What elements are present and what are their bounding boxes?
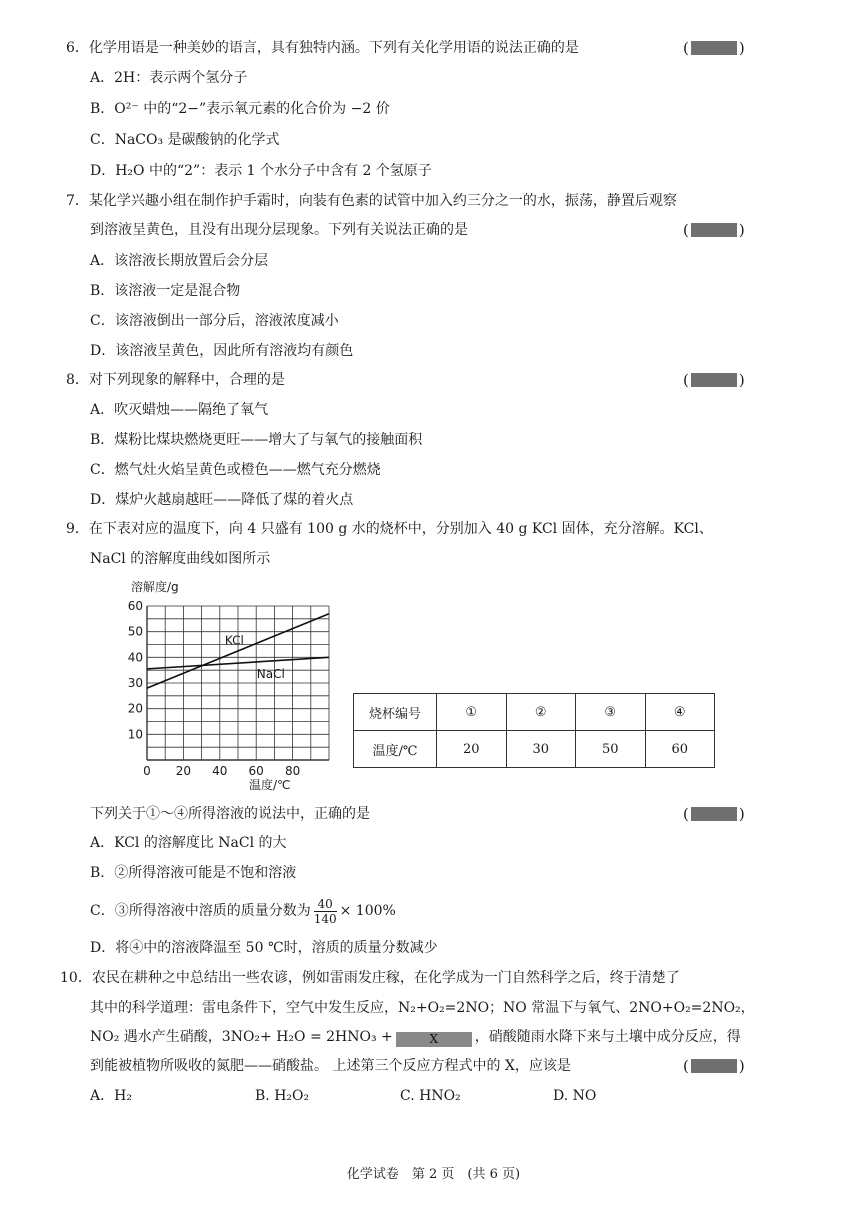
series-label: KCl (224, 633, 244, 648)
fraction-tail: × 100% (339, 903, 396, 919)
x-tick-label: 0 (143, 764, 151, 778)
beaker-table (353, 693, 715, 768)
series-label: NaCl (256, 666, 285, 681)
y-tick-label: 40 (127, 650, 143, 665)
q10-option-b: B. H₂O₂ (255, 1088, 310, 1104)
x-tick-label: 80 (284, 764, 301, 778)
q8-option-d: D．煤炉火越扇越旺——降低了煤的着火点 (90, 492, 354, 508)
q10-option-d: D. NO (553, 1088, 597, 1104)
q8-option-b: B．煤粉比煤块燃烧更旺——增大了与氧气的接触面积 (90, 432, 423, 448)
table-row-label: 温度/℃ (354, 731, 437, 768)
q6-option-a: A．2H：表示两个氢分子 (90, 70, 248, 86)
q6-option-d: D．H₂O 中的“2”：表示 1 个水分子中含有 2 个氢原子 (90, 163, 432, 179)
q9-option-b: B．②所得溶液可能是不饱和溶液 (90, 865, 297, 881)
q8-answer-blank: ( ) (683, 371, 745, 389)
chart-xlabel: 温度/℃ (249, 778, 291, 791)
q7-option-a: A．该溶液长期放置后会分层 (90, 253, 269, 269)
solubility-chart (125, 576, 355, 791)
q6-answer-blank: ( ) (683, 39, 745, 57)
q6-stem: 6．化学用语是一种美妙的语言，具有独特内涵。下列有关化学用语的说法正确的是 (66, 40, 579, 56)
q7-option-c: C．该溶液倒出一部分后，溶液浓度减小 (90, 313, 339, 329)
q9-option-c (90, 896, 396, 926)
q6-option-c: C．NaCO₃ 是碳酸钠的化学式 (90, 132, 280, 148)
q10-answer-blank: ( ) (683, 1057, 745, 1075)
y-tick-label: 30 (127, 676, 143, 690)
q8-option-c: C．燃气灶火焰呈黄色或橙色——燃气充分燃烧 (90, 462, 381, 478)
table-cell: ③ (576, 694, 646, 731)
q6-option-b: B．O²⁻ 中的“2−”表示氧元素的化合价为 −2 价 (90, 101, 390, 117)
y-tick-label: 20 (127, 701, 143, 716)
x-tick-label: 20 (175, 764, 192, 778)
table-cell: ④ (645, 694, 715, 731)
table-cell: ① (437, 694, 507, 731)
table-cell: 50 (576, 731, 646, 768)
table-row (354, 731, 715, 768)
page-footer: 化学试卷 第 2 页 (共 6 页) (346, 1167, 521, 1182)
q9-option-c-text: C．③所得溶液中溶质的质量分数为 (90, 903, 311, 919)
table-cell: 30 (506, 731, 576, 768)
y-tick-label: 60 (127, 599, 143, 613)
table-cell: 60 (645, 731, 715, 768)
chart-ylabel: 溶解度/g (131, 580, 179, 594)
q7-option-d: D．该溶液呈黄色，因此所有溶液均有颜色 (90, 343, 354, 359)
table-row (354, 694, 715, 731)
x-tick-label: 40 (212, 764, 228, 778)
q10-option-c: C. HNO₂ (400, 1088, 461, 1104)
q9-stem-line2: NaCl 的溶解度曲线如图所示 (90, 551, 271, 567)
q7-stem-line1: 7．某化学兴趣小组在制作护手霜时，向装有色素的试管中加入约三分之一的水，振荡，静置后观察 (66, 193, 677, 209)
q10-line1: 10．农民在耕种之中总结出一些农谚，例如雷雨发庄稼，在化学成为一门自然科学之后，终于清楚了 (60, 970, 680, 986)
mass-fraction: $\frac{40}{140}$ (313, 896, 337, 926)
q9-stem-line1: 9．在下表对应的温度下，向 4 只盛有 100 g 水的烧杯中，分别加入 40 g KCl 固体，充分溶解。KCl、 (66, 521, 713, 537)
q8-option-a: A．吹灭蜡烛——隔绝了氧气 (90, 402, 269, 418)
q9-option-d: D．将④中的溶液降温至 50 ℃时，溶质的质量分数减少 (90, 940, 438, 956)
x-blank-box: X (396, 1032, 472, 1047)
table-cell: 20 (437, 731, 507, 768)
y-tick-label: 50 (127, 624, 143, 639)
q8-stem: 8．对下列现象的解释中，合理的是 (66, 372, 285, 388)
q7-stem-line2: 到溶液呈黄色，且没有出现分层现象。下列有关说法正确的是 (90, 222, 468, 238)
q10-line2: 其中的科学道理：雷电条件下，空气中发生反应，N₂+O₂=2NO；NO 常温下与氧气、2NO+O₂=2NO₂， (90, 1000, 755, 1016)
q10-option-a: A．H₂ (90, 1088, 132, 1104)
q7-option-b: B．该溶液一定是混合物 (90, 283, 241, 299)
table-cell: ② (506, 694, 576, 731)
table-row-label: 烧杯编号 (354, 694, 437, 731)
q9-answer-blank: ( ) (683, 805, 745, 823)
q10-line4: 到能被植物所吸收的氮肥——硝酸盐。 上述第三个反应方程式中的 X，应该是 (90, 1058, 571, 1074)
y-tick-label: 10 (127, 727, 143, 742)
x-tick-label: 60 (248, 764, 264, 778)
q10-line3: NO₂ 遇水产生硝酸，3NO₂+ H₂O = 2HNO₃ + X ，硝酸随雨水降下来与土壤中成分反应，得 (90, 1029, 741, 1046)
q7-answer-blank: ( ) (683, 221, 745, 239)
q9-sub-stem: 下列关于①～④所得溶液的说法中，正确的是 (90, 806, 370, 822)
q9-option-a: A．KCl 的溶解度比 NaCl 的大 (90, 835, 287, 851)
